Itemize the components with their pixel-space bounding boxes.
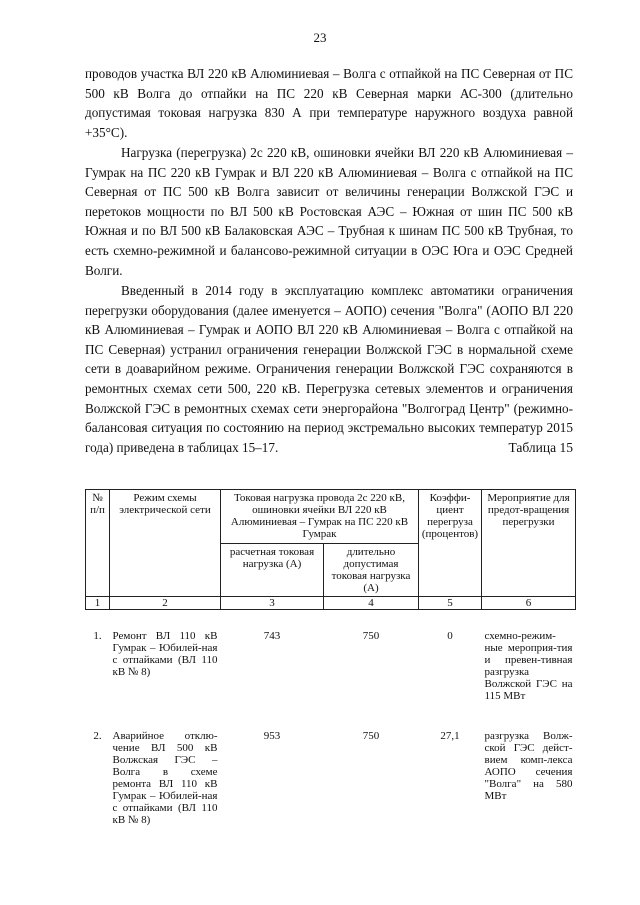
row-allowed-load: 750 xyxy=(362,630,380,642)
row-coefficient: 27,1 xyxy=(440,730,460,742)
table-row xyxy=(86,712,576,828)
row-mode: Аварийное отклю-чение ВЛ 500 кВ Волжская ГЭС – Волга в схеме ремонта ВЛ 110 кВ Гумрак – Юбилей-ная с отпайками (ВЛ 110 кВ № 8) xyxy=(112,730,218,826)
table-caption: Таблица 15 xyxy=(508,440,573,455)
header-measure: Мероприятие для предот-вращения перегрузки xyxy=(482,490,576,597)
col-number: 1 xyxy=(86,597,110,610)
col-number: 5 xyxy=(419,597,482,610)
row-mode: Ремонт ВЛ 110 кВ Гумрак – Юбилей-ная с отпайками (ВЛ 110 кВ № 8) xyxy=(112,630,218,678)
header-load-group: Токовая нагрузка провода 2с 220 кВ, ошиновки ячейки ВЛ 220 кВ Алюминиевая – Гумрак на ПС 220 кВ Гумрак xyxy=(221,490,419,544)
table-row xyxy=(86,610,576,713)
row-num: 1. xyxy=(93,630,102,642)
header-mode: Режим схемы электрической сети xyxy=(110,490,221,597)
row-num: 2. xyxy=(93,730,102,742)
paragraph-2: Нагрузка (перегрузка) 2с 220 кВ, ошиновки ячейки ВЛ 220 кВ Алюминиевая – Гумрак на ПС 220 кВ Гумрак и ВЛ 220 кВ Алюминиевая – Волга с отпайкой на ПС Северная от ПС 500 кВ Волга зависит от величины генерации Волжской ГЭС и перетоков мощности по ВЛ 500 кВ Ростовская АЭС – Южная от шин ПС 500 кВ Южная и по ВЛ 500 кВ Балаковская АЭС – Трубная к шинам ПС 500 кВ Трубная, то есть схемно-режимной и балансово-режимной ситуации в ОЭС Юга и ОЭС Средней Волги. xyxy=(85,145,573,278)
col-number: 4 xyxy=(324,597,419,610)
paragraph-3: Введенный в 2014 году в эксплуатацию комплекс автоматики ограничения перегрузки оборудования (далее именуется – АОПО) сечения "Волга" (АОПО ВЛ 220 кВ Алюминиевая – Гумрак и АОПО ВЛ 220 кВ Алюминиевая – Волга с отпайкой на ПС Северная) устранил ограничения генерации Волжской ГЭС в нормальной схеме сети в доаварийном режиме. Ограничения генерации Волжской ГЭС сохраняются в ремонтных схемах сети 500, 220 кВ. Перегрузка сетевых элементов и ограничения Волжской ГЭС в ремонтных схемах сети энергорайона "Волгоград Центр" (режимно-балансовая ситуация по состоянию на период экстремально высоких температур 2015 года) приведена в таблицах 15–17. xyxy=(85,283,573,455)
header-calc-load: расчетная токовая нагрузка (А) xyxy=(221,544,324,597)
row-allowed-load: 750 xyxy=(362,730,380,742)
header-coefficient: Коэффи-циент перегруза (процентов) xyxy=(419,490,482,597)
row-measure: схемно-режим-ные мероприя-тия и превен-тивная разгрузка Волжской ГЭС на 115 МВт xyxy=(484,630,573,702)
row-calc-load: 743 xyxy=(263,630,281,642)
overload-table xyxy=(85,489,576,828)
col-number: 6 xyxy=(482,597,576,610)
header-allowed-load: длительно допустимая токовая нагрузка (А) xyxy=(324,544,419,597)
page-number: 23 xyxy=(313,30,327,45)
col-number: 2 xyxy=(110,597,221,610)
row-calc-load: 953 xyxy=(263,730,281,742)
row-coefficient: 0 xyxy=(447,630,453,642)
row-measure: разгрузка Волж-ской ГЭС дейст-вием комп-лекса АОПО сечения "Волга" на 580 МВт xyxy=(484,730,573,802)
paragraph-1: проводов участка ВЛ 220 кВ Алюминиевая – Волга с отпайкой на ПС Северная от ПС 500 кВ Волга до отпайки на ПС 220 кВ Северная марки АС-300 (длительно допустимая токовая нагрузка 830 А при температуре наружного воздуха равной +35°С). xyxy=(85,66,573,140)
header-num: № п/п xyxy=(86,490,110,597)
col-number: 3 xyxy=(221,597,324,610)
